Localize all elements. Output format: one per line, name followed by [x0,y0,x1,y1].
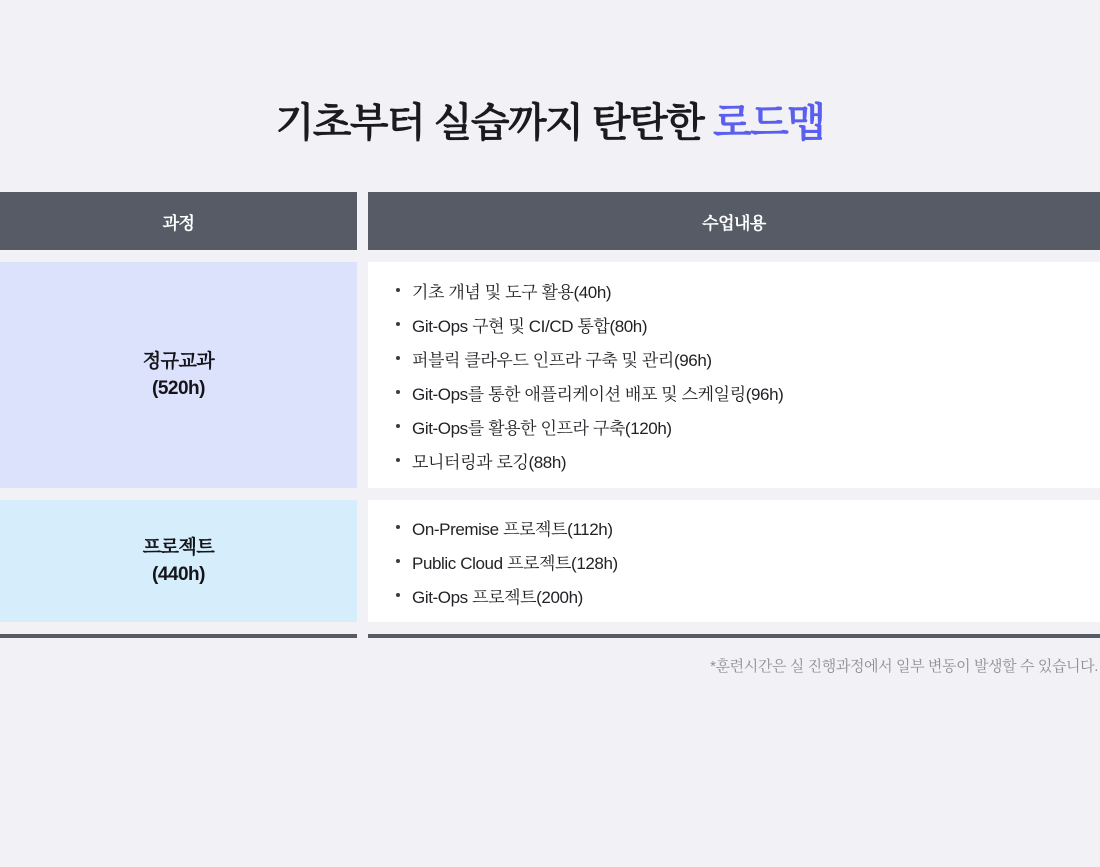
page-title [0,99,1100,147]
list-item [396,544,1100,578]
list-item-text: Git-Ops 프로젝트(200h) [412,587,583,607]
list-item-text: 퍼블릭 클라우드 인프라 구축 및 관리(96h) [412,350,712,370]
list-item [396,578,1100,612]
bullet-icon [396,458,400,462]
list-item [396,341,1100,375]
list-item-text: Git-Ops를 통한 애플리케이션 배포 및 스케일링(96h) [412,384,784,404]
roadmap-table [0,192,1100,638]
list-item [396,510,1100,544]
column-header-contents: 수업내용 [368,192,1100,250]
table-bottom-border-right [368,634,1100,638]
page-title-accent: 로드맵 [712,101,825,145]
bullet-icon [396,322,400,326]
course-name: 프로젝트 [142,537,215,558]
bullet-icon [396,559,400,563]
bullet-icon [396,356,400,360]
page-title-main: 기초부터 실습까지 탄탄한 [275,101,713,145]
list-item-text: 기초 개념 및 도구 활용(40h) [412,282,612,302]
bullet-icon [396,593,400,597]
list-item-text: Git-Ops를 활용한 인프라 구축(120h) [412,418,672,438]
list-item-text: Git-Ops 구현 및 CI/CD 통합(80h) [412,316,648,336]
course-cell-project [0,500,357,622]
course-hours: (440h) [152,564,205,585]
bullet-icon [396,424,400,428]
list-item-text: On-Premise 프로젝트(112h) [412,519,613,539]
contents-list [396,273,1100,477]
course-hours: (520h) [152,378,205,399]
contents-cell-project [368,500,1100,622]
column-header-course: 과정 [0,192,357,250]
list-item [396,443,1100,477]
course-cell-regular [0,262,357,488]
bullet-icon [396,288,400,292]
list-item-text: 모니터링과 로깅(88h) [412,452,567,472]
bullet-icon [396,390,400,394]
list-item [396,273,1100,307]
bullet-icon [396,525,400,529]
contents-list [396,510,1100,612]
table-bottom-border-left [0,634,357,638]
footnote: *훈련시간은 실 진행과정에서 일부 변동이 발생할 수 있습니다. [710,658,1098,675]
contents-cell-regular [368,262,1100,488]
list-item [396,409,1100,443]
list-item [396,375,1100,409]
list-item [396,307,1100,341]
list-item-text: Public Cloud 프로젝트(128h) [412,553,618,573]
course-name: 정규교과 [142,351,215,372]
